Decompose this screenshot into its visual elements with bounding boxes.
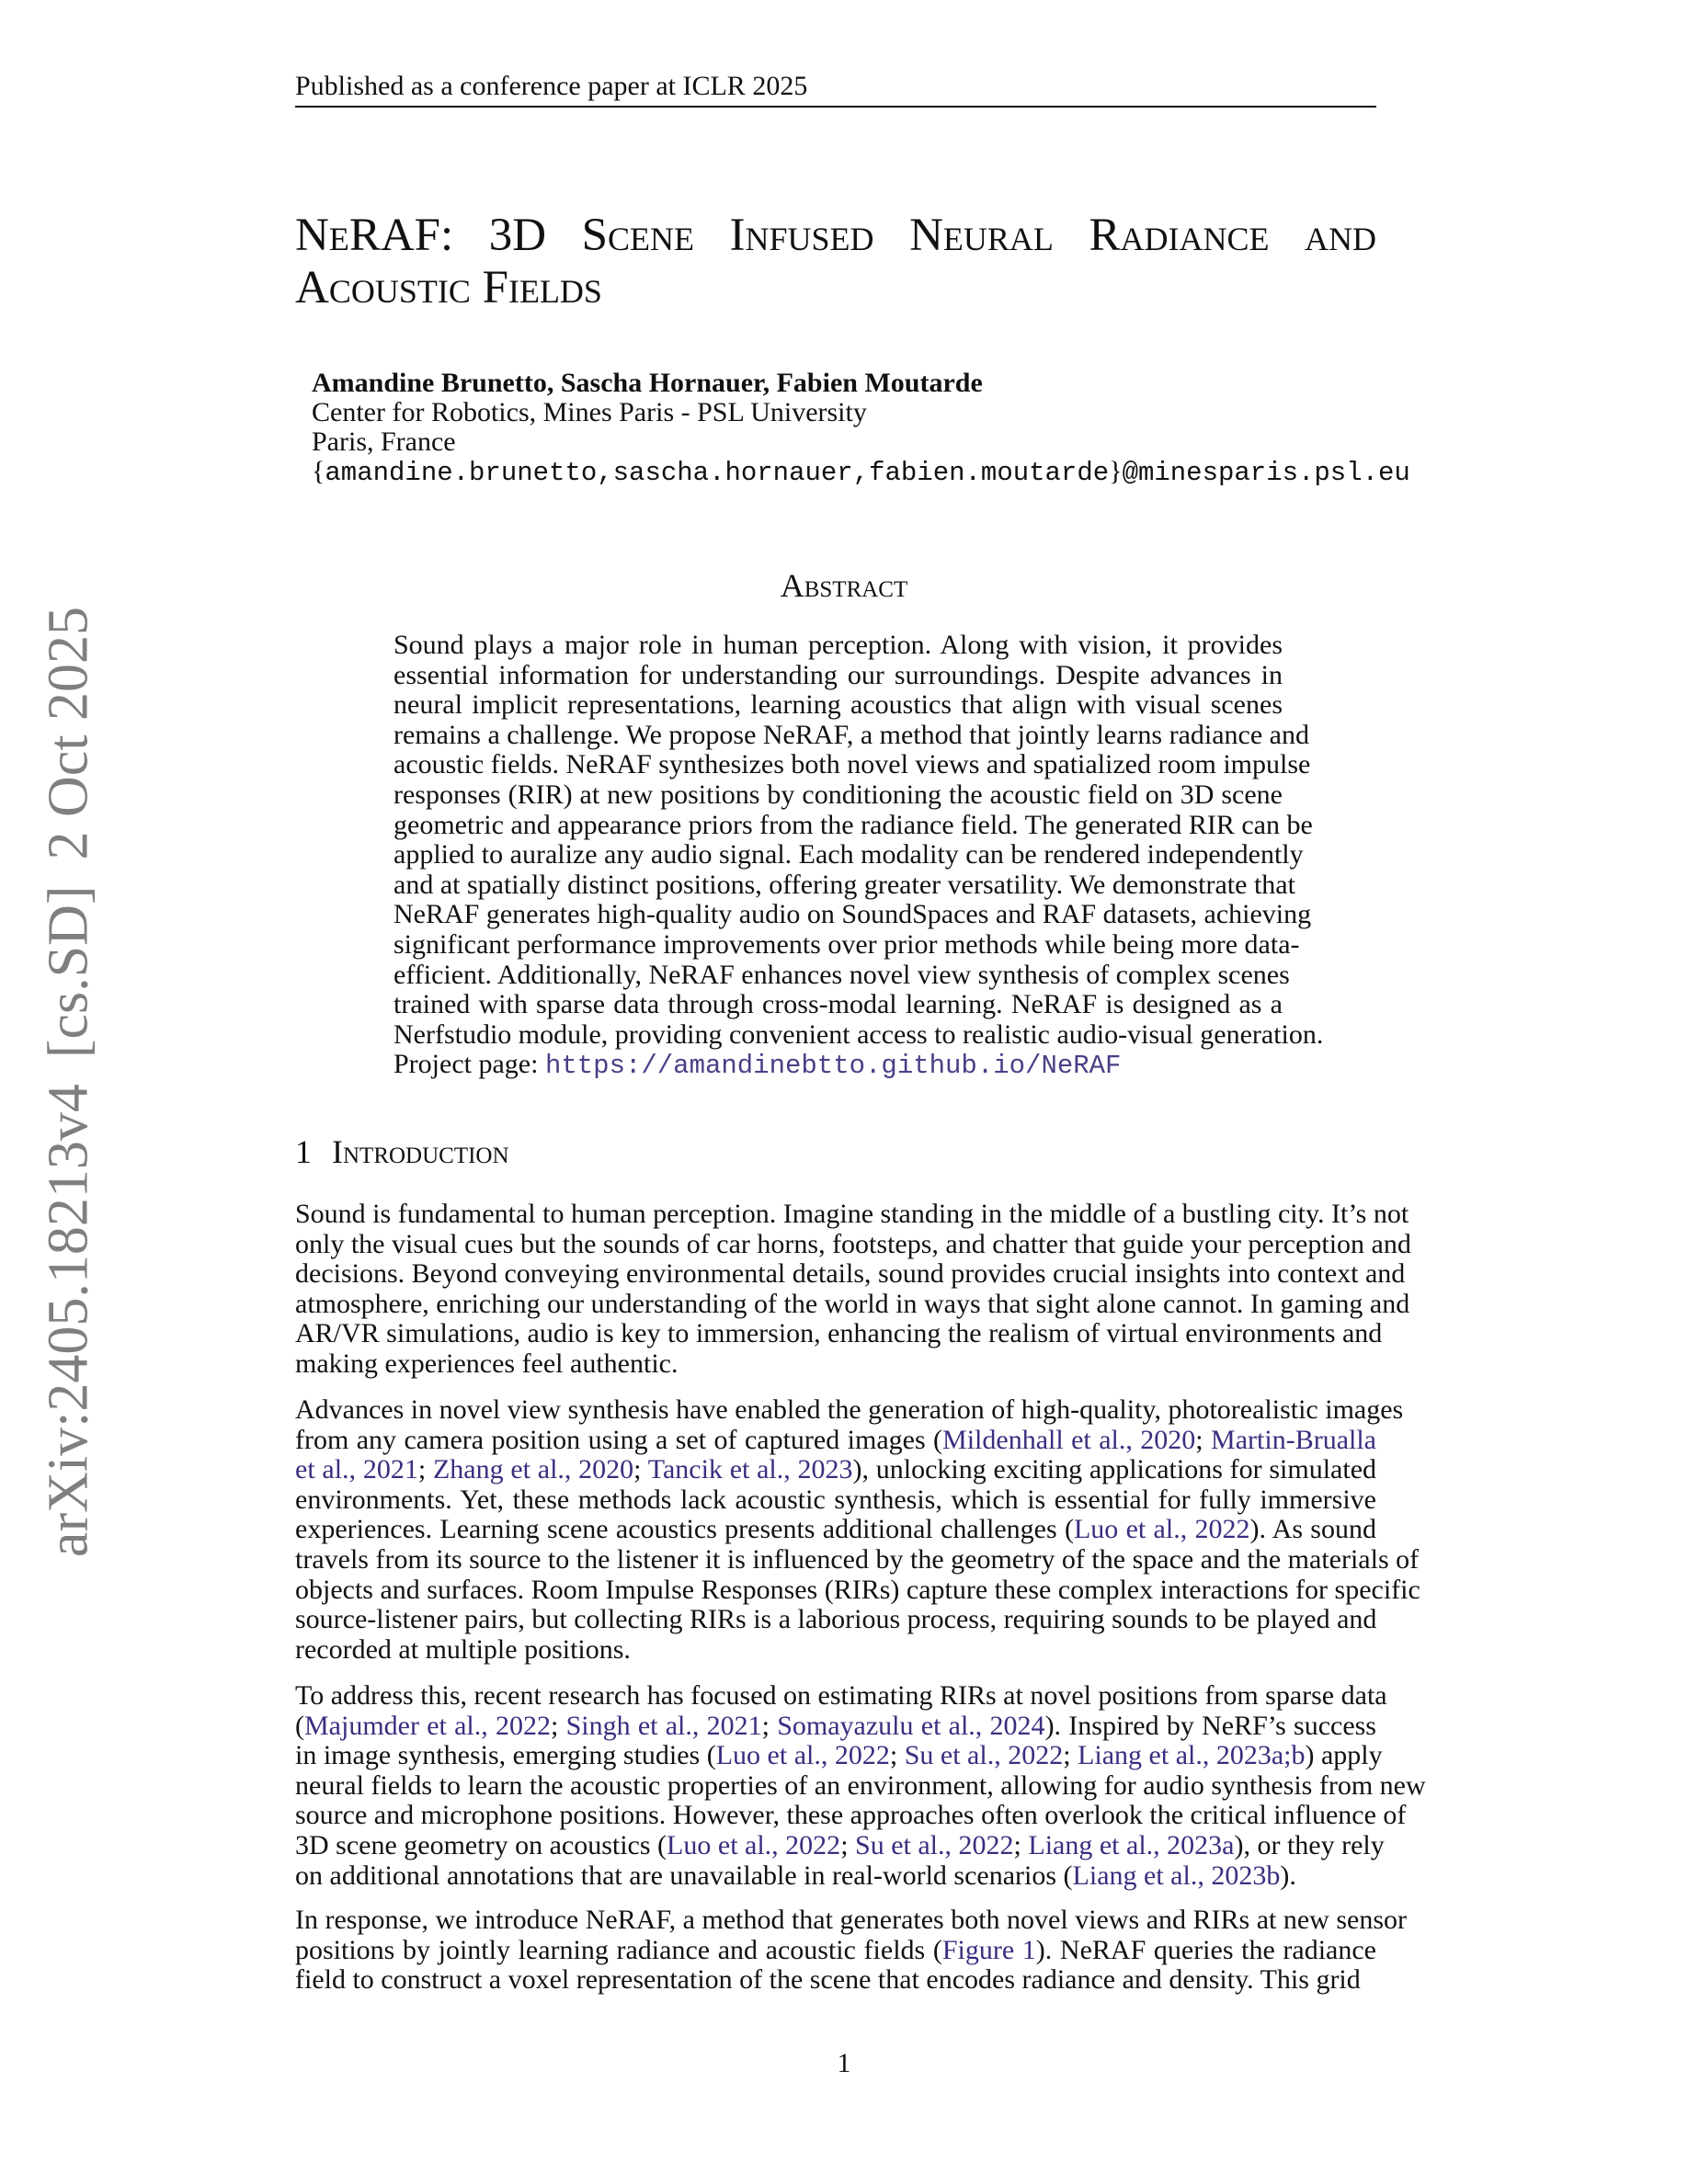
arxiv-stamp [37,594,102,1570]
text-line [295,1318,1383,1349]
author-emails[interactable] [312,457,1410,488]
text-run: ; [1013,1829,1029,1860]
text-run: geometric and appearance priors from the radiance field. The generated RIR can be [393,809,1313,840]
text-line [295,1543,1420,1575]
text-run: objects and surfaces. Room Impulse Responses (RIRs) capture these complex interactions for specific [295,1574,1420,1605]
location: Paris, France [312,427,456,457]
citation-link[interactable]: Su et al., 2022 [904,1740,1064,1771]
text-line [393,780,1283,811]
text-run: trained with sparse data through cross-modal learning. NeRAF is designed as a [393,989,1283,1020]
text-run: In response, we introduce NeRAF, a method that generates both novel views and RIRs at new sensor [295,1905,1407,1935]
text-run: ; [761,1710,778,1741]
text-run: ). NeRAF queries the radiance [1035,1934,1377,1965]
text-line [295,1905,1407,1936]
text-line [295,1228,1411,1260]
text-line [393,809,1313,841]
text-run: ). Inspired by NeRF’s success [1044,1710,1376,1741]
text-line [295,1680,1387,1712]
title-line-1: NeRAF: 3D Scene Infused Neural Radiance and [295,210,1376,261]
citation-link[interactable]: Liang et al., 2023a;b [1078,1740,1306,1771]
section-heading [295,1132,509,1171]
text-run: Nerfstudio module, providing convenient access to realistic audio-visual generation. [393,1018,1324,1050]
text-run: ; [551,1710,566,1741]
text-line [393,1050,1283,1080]
paragraph [295,1905,1407,1996]
text-run: neural implicit representations, learning acoustics that align with visual scenes [393,689,1283,721]
text-line [393,631,1283,661]
text-line [295,1455,1376,1485]
project-page-link[interactable]: https://amandinebtto.github.io/NeRAF [544,1051,1122,1082]
text-run: NeRAF generates high-quality audio on SoundSpaces and RAF datasets, achieving [393,899,1312,930]
text-run: responses (RIR) at new positions by conditioning the acoustic field on 3D scene [393,779,1283,810]
text-run: To address this, recent research has focused on estimating RIRs at novel positions from sparse data [295,1680,1387,1711]
citation-link[interactable]: Zhang et al., 2020 [432,1454,634,1485]
author-names: Amandine Brunetto, Sascha Hornauer, Fabien Moutarde [312,368,983,398]
text-run: ( [295,1710,304,1741]
paragraph [295,1199,1411,1380]
text-line [295,1829,1385,1861]
citation-link[interactable]: Su et al., 2022 [855,1829,1014,1860]
text-run: significant performance improvements over prior methods while being more data- [393,928,1300,960]
text-run: ; [840,1829,856,1860]
text-run: essential information for understanding our surroundings. Despite advances in [393,659,1283,690]
text-run: making experiences feel authentic. [295,1348,679,1379]
text-line [295,1485,1376,1516]
text-line [295,1861,1376,1892]
text-run: travels from its source to the listener it is influenced by the geometry of the space and the materials of [295,1543,1420,1575]
text-line [295,1515,1376,1545]
text-run: from any camera position using a set of captured images ( [295,1424,943,1455]
abstract-body [393,630,1324,1082]
text-run: experiences. Learning scene acoustics presents additional challenges ( [295,1514,1074,1545]
section-number: 1 [295,1133,312,1170]
text-run: source-listener pairs, but collecting RIRs is a laborious process, requiring sounds to be played and [295,1604,1377,1635]
email-brace-close: } [1109,456,1123,486]
header-rule [295,106,1376,108]
email-users: amandine.brunetto,sascha.hornauer,fabien.moutarde [325,458,1110,488]
text-line [393,1018,1324,1051]
text-line [295,1635,1376,1666]
text-run: recorded at multiple positions. [295,1633,631,1665]
text-line [295,1426,1376,1456]
text-line [393,928,1300,961]
section-title: Introduction [332,1133,509,1170]
text-run: ), unlocking exciting applications for simulated [852,1454,1377,1485]
text-line [295,1288,1410,1320]
text-run: Sound plays a major role in human perception. Along with vision, it provides [393,630,1283,660]
citation-link[interactable]: Liang et al., 2023b [1072,1860,1281,1891]
text-line [295,1769,1426,1802]
text-run: applied to auralize any audio signal. Each modality can be rendered independently [393,839,1304,870]
text-run: efficient. Additionally, NeRAF enhances novel view synthesis of complex scenes [393,959,1290,990]
text-run: ; [417,1454,433,1485]
text-run: decisions. Beyond conveying environmental details, sound provides crucial insights into context and [295,1258,1406,1290]
text-run: atmosphere, enriching our understanding of the world in ways that sight alone cannot. In gaming and [295,1288,1410,1319]
text-run: and at spatially distinct positions, offering greater versatility. We demonstrate that [393,869,1295,900]
citation-link[interactable]: Majumder et al., 2022 [304,1710,551,1741]
text-line [295,1258,1406,1290]
text-run: ; [1063,1740,1078,1771]
text-line [393,869,1295,901]
text-run: on additional annotations that are unavailable in real-world scenarios ( [295,1860,1073,1891]
text-run: 3D scene geometry on acoustics ( [295,1829,667,1860]
text-run: ; [633,1454,648,1485]
text-run: only the visual cues but the sounds of car horns, footsteps, and chatter that guide your perception and [295,1228,1411,1259]
text-line [393,661,1283,691]
text-run: Sound is fundamental to human perception. Imagine standing in the middle of a bustling city. It’s not [295,1199,1409,1229]
citation-link[interactable]: et al., 2021 [295,1454,418,1485]
text-line [295,1740,1383,1771]
text-run: field to construct a voxel representation of the scene that encodes radiance and density. This grid [295,1964,1361,1996]
text-line [295,1965,1376,1996]
text-run: ). [1280,1860,1296,1891]
paragraph [295,1394,1420,1665]
paper-title [295,210,1376,314]
citation-link[interactable]: Figure 1 [941,1934,1036,1965]
text-run: AR/VR simulations, audio is key to immersion, enhancing the realism of virtual environments and [295,1318,1383,1349]
text-line [295,1605,1376,1635]
text-line [295,1349,1376,1380]
text-line [393,839,1304,870]
paragraph [295,1680,1426,1891]
email-domain: @minesparis.psl.eu [1122,458,1410,488]
text-line [393,959,1290,991]
text-run: acoustic fields. NeRAF synthesizes both novel views and spatialized room impulse [393,749,1311,780]
arxiv-date: 2 Oct 2025 [37,606,100,860]
text-line [393,749,1311,780]
text-run: ; [889,1740,905,1771]
text-run: remains a challenge. We propose NeRAF, a method that jointly learns radiance and [393,719,1309,750]
text-run: environments. Yet, these methods lack acoustic synthesis, which is essential for fully immersive [295,1484,1376,1515]
abstract-heading: Abstract [780,567,908,604]
citation-link[interactable]: Martin-Brualla [1211,1424,1376,1455]
text-line [295,1936,1376,1966]
running-head: Published as a conference paper at ICLR 2025 [295,71,808,101]
text-line [393,990,1283,1020]
text-run: source and microphone positions. However, these approaches often overlook the critical influence of [295,1800,1407,1831]
text-run: ; [1195,1424,1212,1455]
title-line-2: Acoustic Fields [295,262,602,313]
text-line [393,899,1312,930]
page-number: 1 [837,2048,851,2078]
text-run: ) apply [1305,1740,1383,1771]
text-line [295,1800,1407,1831]
arxiv-category: [cs.SD] [37,885,100,1059]
text-line [295,1199,1409,1230]
author-block [312,369,1410,488]
text-run: positions by jointly learning radiance and acoustic fields ( [295,1934,942,1965]
citation-link[interactable]: Luo et al., 2022 [715,1740,890,1771]
text-line [295,1394,1404,1426]
text-line [393,719,1309,751]
text-line [393,690,1283,721]
text-line [295,1712,1376,1742]
text-run: neural fields to learn the acoustic properties of an environment, allowing for audio synthesis from new [295,1769,1426,1801]
citation-link[interactable]: Luo et al., 2022 [667,1829,841,1860]
citation-link[interactable]: Luo et al., 2022 [1073,1514,1250,1545]
arxiv-id: arXiv:2405.18213v4 [37,1084,100,1558]
affiliation: Center for Robotics, Mines Paris - PSL University [312,397,867,427]
text-run: Project page: [393,1049,545,1080]
text-run: Advances in novel view synthesis have enabled the generation of high-quality, photorealistic images [295,1394,1404,1425]
citation-link[interactable]: Tancik et al., 2023 [647,1454,853,1485]
email-brace-open: { [312,456,325,486]
text-run: ), or they rely [1234,1829,1385,1860]
citation-link[interactable]: Somayazulu et al., 2024 [777,1710,1045,1741]
text-run: ). As sound [1249,1514,1376,1545]
citation-link[interactable]: Liang et al., 2023a [1028,1829,1235,1860]
text-run: in image synthesis, emerging studies ( [295,1740,716,1771]
text-line [295,1574,1420,1606]
citation-link[interactable]: Singh et al., 2021 [565,1710,762,1741]
citation-link[interactable]: Mildenhall et al., 2020 [942,1424,1196,1455]
